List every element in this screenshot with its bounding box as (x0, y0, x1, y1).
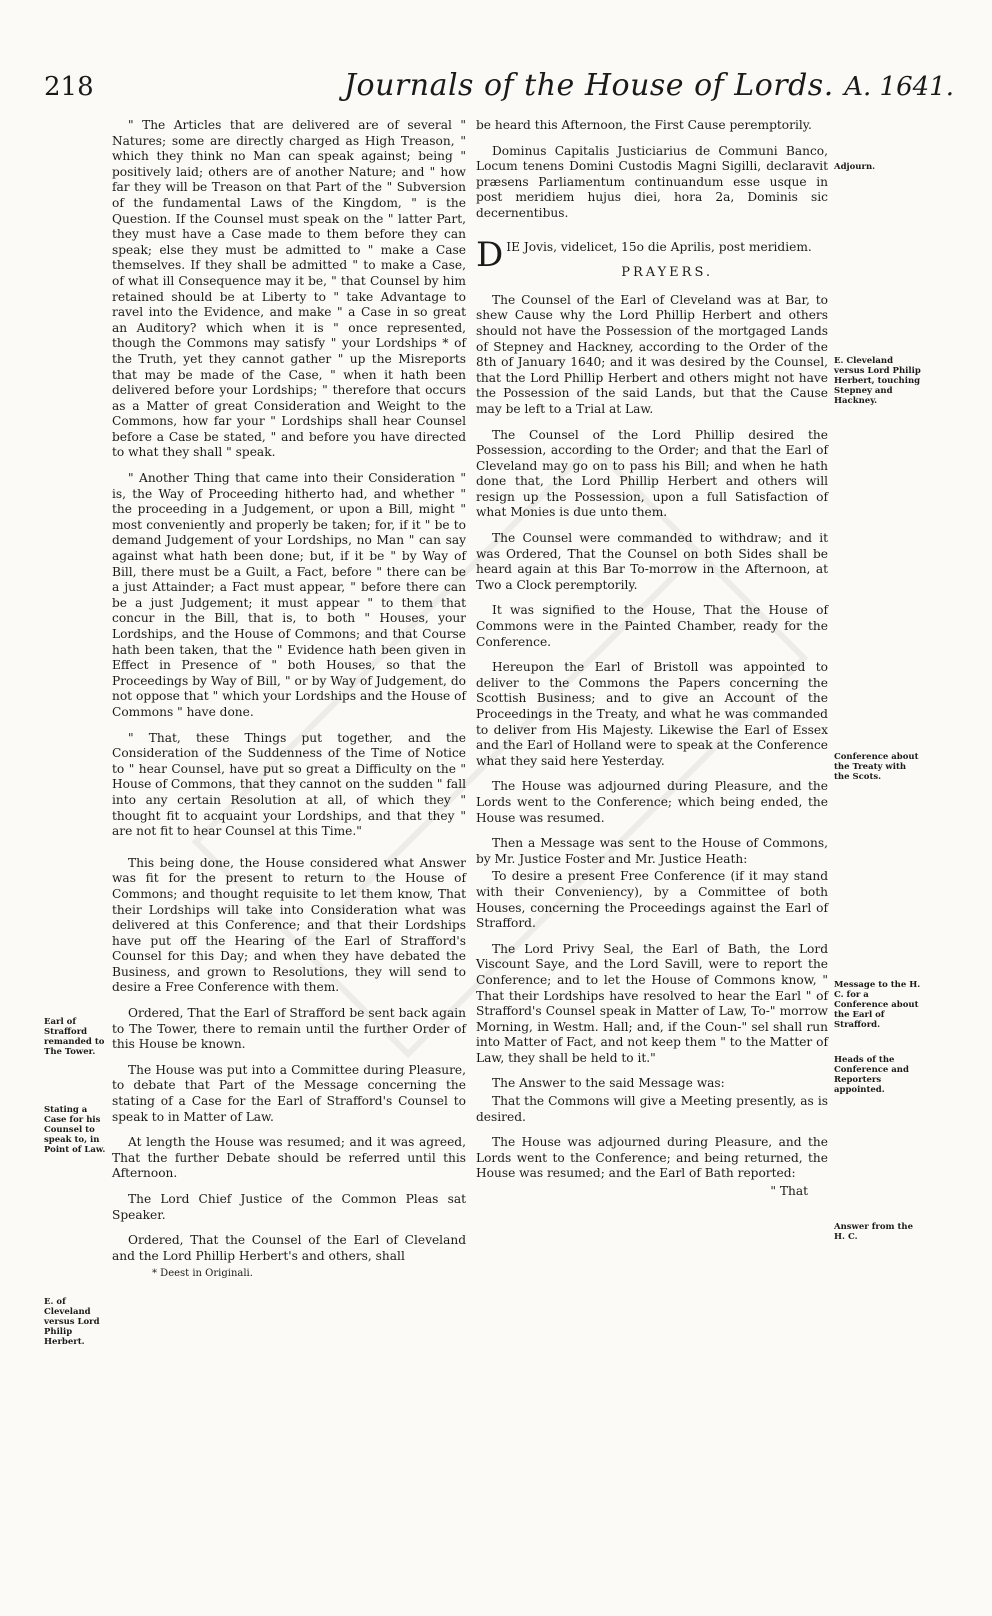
paragraph: " Another Thing that came into their Consideration " is, the Way of Proceeding hitherto had, and whether " the proceeding in a Judgement, or upon a Bill, might " most conveniently and properly be taken; for, if it " be to demand Judgement of your Lordships, no Man " can say against what hath been done; but, if it be " by Way of Bill, there must be a Guilt, a Fact, before " there can be a just Attainder; a Fact must appear, " before there can be a just Judgement; it must appear " to them that concur in the Bill, that is, to both " Houses, your Lordships, and the House of Commons; and that Course hath been taken, that the " Evidence hath been given in Effect in Presence of " both Houses, so that the Proceedings by Way of Bill, " or by Way of Judgement, do not oppose that " which your Lordships and the House of Commons " have done. (112, 471, 466, 719)
paragraph: The Answer to the said Message was: (492, 1076, 725, 1091)
paragraph: At length the House was resumed; and it was agreed, That the further Debate should be referred until this Afternoon. (112, 1135, 466, 1181)
paragraph: " That, these Things put together, and the Consideration of the Suddenness of the Time of Notice to " hear Counsel, have put so great a Difficulty on the " House of Commons, that they cannot on the sudden " fall into any certain Resolution at all, of which they " thought fit to acquaint your Lordships, and that they " are not fit to hear Counsel at this Time." (112, 730, 466, 839)
paragraph: The House was adjourned during Pleasure, and the Lords went to the Conference; which being ended, the House was resumed. (476, 779, 828, 825)
paragraph: " The Articles that are delivered are of several " Natures; some are directly charged as High Treason, " which they think no Man can speak against; being " positively laid; others are of another Nature; and " how far they will be Treason on that Part of the " Subversion of the fundamental Laws of the Kingdom, " is the Question. If the Counsel must speak on the " latter Part, they must have a Case made to them before they can speak; else they must be admitted to " make a Case themselves. If they shall be admitted " to make a Case, of what ill Consequence may it be, " that Counsel by him retained should be at Liberty to " take Advantage to ravel into the Evidence, and make " a Case in so great an Auditory? which when it is " once represented, though the Commons may satisfy " your Lordships * of the Truth, yet they cannot gather " up the Misreports that may be made of the Case, " when it hath been delivered before your Lordships; " therefore that occurs as a Matter of great Consideration and Weight to the Commons, how far your " Lordships shall hear Counsel before a Case be stated, " and before you have directed to what they shall " speak. (112, 118, 466, 460)
footnote: * Deest in Originali. (152, 1268, 253, 1280)
paragraph: Hereupon the Earl of Bristoll was appointed to deliver to the Commons the Papers concerning the Scottish Business; and to give an Account of the Proceedings in the Treaty, and what he was commanded to deliver from His Majesty. Likewise the Earl of Essex and the Earl of Holland were to speak at the Conference what they said here Yesterday. (476, 660, 828, 768)
margin-note: Stating a Case for his Counsel to speak to, in Point of Law. (44, 1105, 106, 1155)
paragraph: Dominus Capitalis Justiciarius de Communi Banco, Locum tenens Domini Custodis Magni Sigilli, declaravit præsens Parliamentum continuandum esse usque in post meridiem hujus diei, hora 2a, Dominis sic decernentibus. (476, 143, 828, 220)
prayers-heading: PRAYERS. (621, 265, 714, 281)
margin-note: Answer from the H. C. (834, 1222, 913, 1242)
drop-cap: D (476, 234, 504, 275)
paragraph: Ordered, That the Earl of Strafford be sent back again to The Tower, there to remain until the further Order of this House be known. (112, 1006, 466, 1052)
margin-note: Message to the H. C. for a Conference about the Earl of Strafford. (834, 980, 921, 1030)
margin-note: E. Cleveland versus Lord Philip Herbert, touching Stepney and Hackney. (834, 356, 921, 406)
margin-note: Adjourn. (834, 162, 876, 172)
paragraph: The Counsel were commanded to withdraw; and it was Ordered, That the Counsel on both Sides shall be heard again at this Bar To-morrow in the Afternoon, at Two a Clock peremptorily. (476, 531, 828, 592)
paragraph: That the Commons will give a Meeting presently, as is desired. (476, 1094, 828, 1124)
paragraph: The Counsel of the Lord Phillip desired the Possession, according to the Order; and that the Earl of Cleveland may go on to pass his Bill; and when he hath done that, the Lord Phillip Herbert and others will resign up the Possession, upon a full Satisfaction of what Monies is due unto them. (476, 427, 828, 520)
paragraph: The Counsel of the Earl of Cleveland was at Bar, to shew Cause why the Lord Phillip Herbert and others should not have the Possession of the mortgaged Lands of Stepney and Hackney, according to the Order of the 8th of January 1640; and it was desired by the Counsel, that the Lord Phillip Herbert and others might not have the Possession of the said Lands, but that the Cause may be left to a Trial at Law. (476, 292, 828, 416)
paragraph: The Lord Privy Seal, the Earl of Bath, the Lord Viscount Saye, and the Lord Savill, were to report the Conference; and to let the House of Commons know, " That their Lordships have resolved to hear the Earl " of Strafford's Counsel speak in Matter of Law, To-" morrow Morning, in Westm. Hall; and, if the Coun-" sel shall run into Matter of Fact, and not keep them " to the Matter of Law, they shall be held to it." (476, 941, 828, 1065)
paragraph: Ordered, That the Counsel of the Earl of Cleveland and the Lord Phillip Herbert's and others, shall (112, 1233, 466, 1263)
paragraph: The House was put into a Committee during Pleasure, to debate that Part of the Message concerning the stating of a Case for the Earl of Strafford's Counsel to speak to in Matter of Law. (112, 1062, 466, 1124)
right-column (476, 118, 828, 1200)
paragraph: The Lord Chief Justice of the Common Pleas sat Speaker. (112, 1192, 466, 1222)
page-number: 218 (44, 72, 94, 102)
page-title: Journals of the House of Lords. (344, 68, 834, 103)
page-header (44, 68, 954, 108)
paragraph: Then a Message was sent to the House of Commons, by Mr. Justice Foster and Mr. Justice Heath: (476, 836, 828, 866)
paragraph: To desire a present Free Conference (if it may stand with their Conveniency), by a Committee of both Houses, concerning the Proceedings against the Earl of Strafford. (476, 869, 828, 931)
session-heading: DIE Jovis, videlicet, 15o die Aprilis, post meridiem. (476, 234, 812, 275)
margin-note: Heads of the Conference and Reporters appointed. (834, 1055, 909, 1095)
margin-note: Earl of Strafford remanded to The Tower. (44, 1017, 105, 1057)
paragraph: be heard this Afternoon, the First Cause peremptorily. (476, 118, 812, 132)
page-year: A. 1641. (844, 72, 954, 102)
catchword: " That (770, 1184, 808, 1199)
paragraph: It was signified to the House, That the House of Commons were in the Painted Chamber, ready for the Conference. (476, 603, 828, 649)
paragraph: The House was adjourned during Pleasure, and the Lords went to the Conference; and being returned, the House was resumed; and the Earl of Bath reported: (476, 1135, 828, 1181)
paragraph: This being done, the House considered what Answer was fit for the present to return to the House of Commons; and thought requisite to let them know, That their Lordships will take into Consideration what was delivered at this Conference; and that their Lordships have put off the Hearing of the Earl of Strafford's Counsel for this Day; and when they have debated the Business, and grown to Resolutions, they will send to desire a Free Conference with them. (112, 855, 466, 995)
left-column (112, 118, 466, 1282)
margin-note: Conference about the Treaty with the Scots. (834, 752, 919, 782)
margin-note: E. of Cleveland versus Lord Philip Herbert. (44, 1297, 100, 1347)
